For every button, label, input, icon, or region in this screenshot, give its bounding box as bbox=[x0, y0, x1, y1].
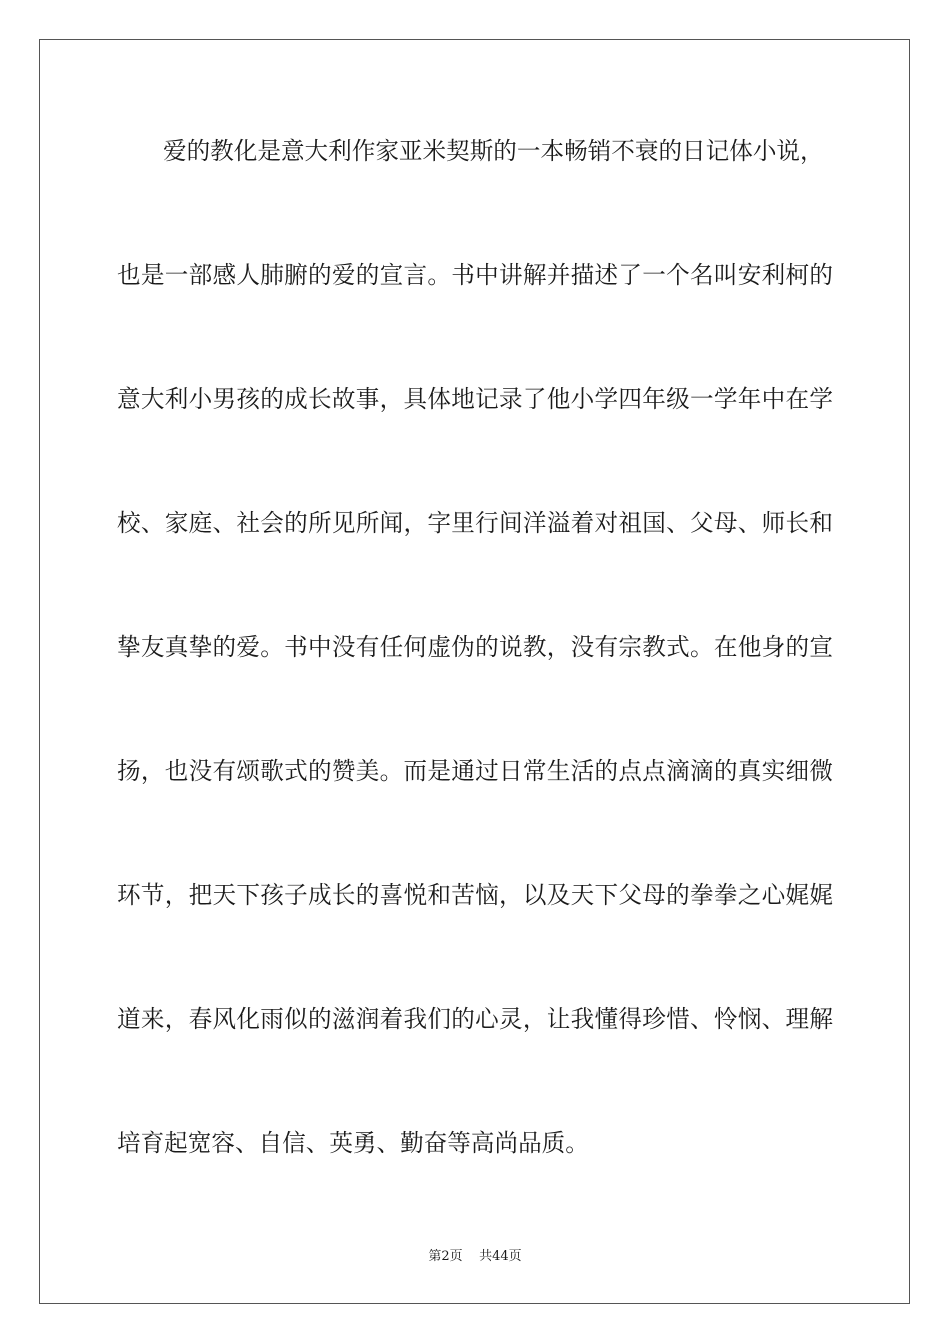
text-line-9: 培育起宽容、自信、英勇、勤奋等高尚品质。 bbox=[117, 1129, 589, 1157]
text-line-1: 爱的教化是意大利作家亚米契斯的一本畅销不衰的日记体小说， bbox=[163, 137, 824, 165]
text-line-2: 也是一部感人肺腑的爱的宣言。书中讲解并描述了一个名叫安利柯的 bbox=[117, 261, 833, 289]
page-border bbox=[39, 39, 910, 1304]
text-line-3: 意大利小男孩的成长故事，具体地记录了他小学四年级一学年中在学 bbox=[117, 385, 833, 413]
text-line-5: 挚友真挚的爱。书中没有任何虚伪的说教，没有宗教式。在他身的宣 bbox=[117, 633, 833, 661]
text-line-6: 扬，也没有颂歌式的赞美。而是通过日常生活的点点滴滴的真实细微 bbox=[117, 757, 833, 785]
page-number-footer: 第2页 共44页 bbox=[428, 1249, 522, 1264]
text-line-4: 校、家庭、社会的所见所闻，字里行间洋溢着对祖国、父母、师长和 bbox=[117, 509, 833, 537]
text-line-8: 道来，春风化雨似的滋润着我们的心灵，让我懂得珍惜、怜悯、理解 bbox=[117, 1005, 833, 1033]
text-line-7: 环节，把天下孩子成长的喜悦和苦恼，以及天下父母的拳拳之心娓娓 bbox=[117, 881, 833, 909]
